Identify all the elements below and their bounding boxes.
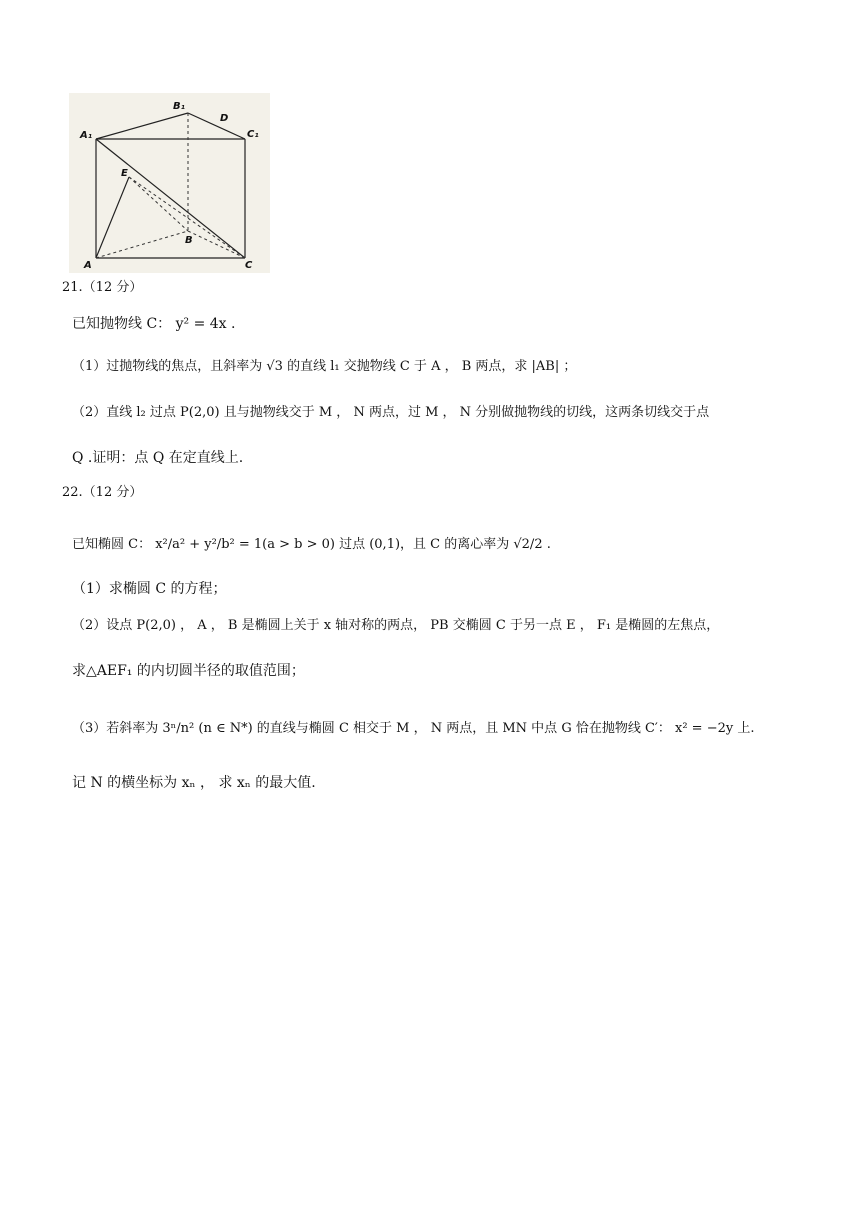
q22-part3-line1: （3）若斜率为 3ⁿ/n² (n ∈ N*) 的直线与椭圆 C 相交于 M ， N 两点，且 MN 中点 G 恰在抛物线 C′： x² = −2y 上.	[72, 721, 755, 736]
label-e: E	[121, 168, 128, 179]
hidden-edge-e-b	[129, 177, 188, 231]
label-a: A	[84, 260, 92, 271]
q22-intro: 已知椭圆 C： x²/a² + y²/b² = 1(a > b > 0) 过点 (0,1)，且 C 的离心率为 √2/2 .	[72, 537, 551, 552]
q22-heading: 22.（12 分）	[62, 485, 143, 500]
q22-part2-line2: 求△AEF₁ 的内切圆半径的取值范围；	[72, 663, 305, 679]
label-a1: A₁	[80, 130, 93, 141]
q21-heading: 21.（12 分）	[62, 280, 143, 295]
label-b: B	[185, 235, 193, 246]
q22-part2-line1: （2）设点 P(2,0) ， A ， B 是椭圆上关于 x 轴对称的两点， PB 交椭圆 C 于另一点 E ， F₁ 是椭圆的左焦点，	[72, 618, 720, 633]
prism-figure	[69, 93, 270, 273]
label-b1: B₁	[173, 101, 186, 112]
q22-part3-line2: 记 N 的横坐标为 xₙ ， 求 xₙ 的最大值.	[72, 775, 316, 791]
label-c: C	[245, 260, 253, 271]
q21-part1: （1）过抛物线的焦点，且斜率为 √3 的直线 l₁ 交抛物线 C 于 A ， B 两点，求 |AB| ；	[72, 359, 577, 374]
q21-intro: 已知抛物线 C： y² = 4x .	[72, 316, 236, 332]
hidden-edge-a-b	[96, 231, 188, 258]
q21-part2-line1: （2）直线 l₂ 过点 P(2,0) 且与抛物线交于 M ， N 两点，过 M ， N 分别做抛物线的切线，这两条切线交于点	[72, 405, 710, 420]
prism-diagram	[69, 93, 270, 273]
edge-a1-c	[96, 139, 245, 258]
q22-part1: （1）求椭圆 C 的方程；	[72, 581, 227, 597]
edge-a1-b1	[96, 113, 188, 139]
edge-b1-c1	[188, 113, 245, 139]
q21-part2-line2: Q .证明：点 Q 在定直线上.	[72, 450, 244, 466]
label-c1: C₁	[247, 129, 259, 140]
label-d: D	[220, 113, 229, 124]
edge-a-e	[96, 177, 129, 258]
